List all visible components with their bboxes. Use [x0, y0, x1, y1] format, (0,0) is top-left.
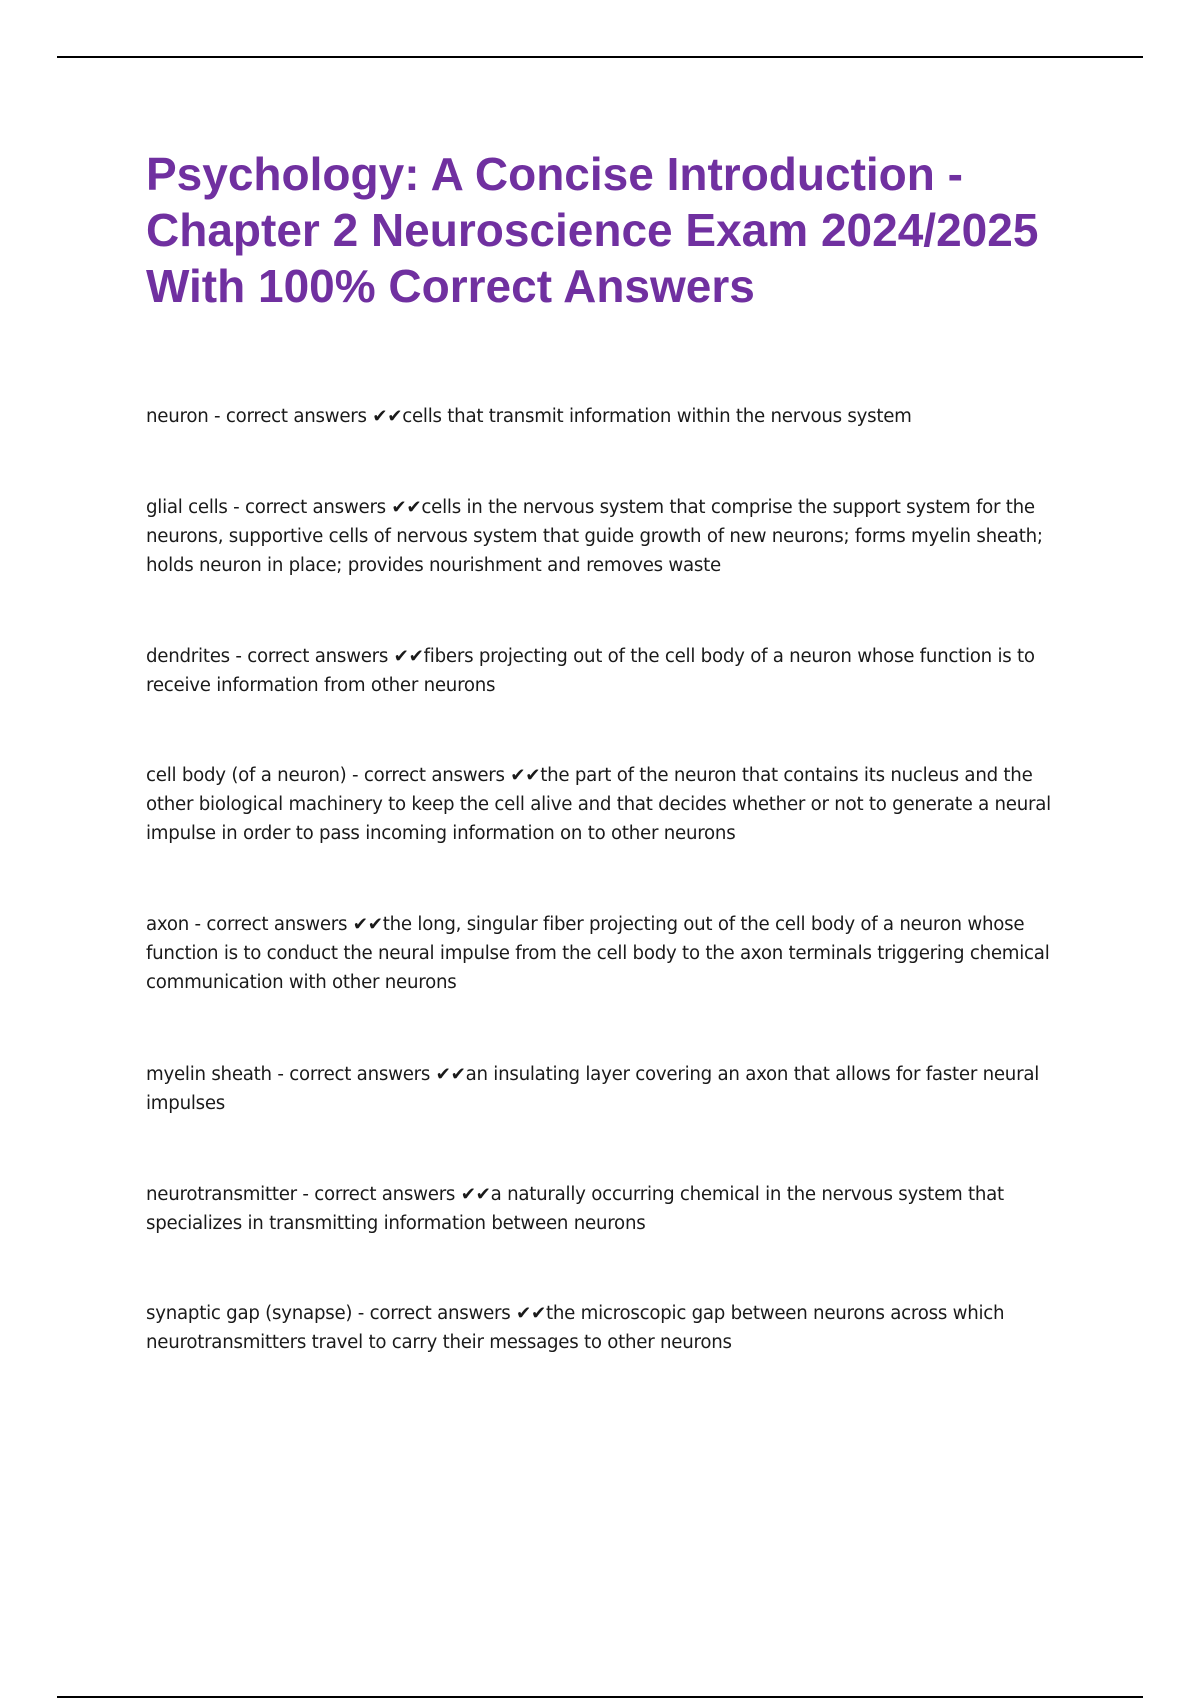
qa-entry-myelin-sheath [146, 1060, 1076, 1118]
entry-line: glial cells - correct answers ✔✔cells in the nervous system that comprise the support system for the [146, 497, 1035, 518]
qa-entry-neuron [146, 402, 1076, 431]
entry-line: other biological machinery to keep the cell alive and that decides whether or not to generate a neural [146, 794, 1051, 815]
entry-line: communication with other neurons [146, 972, 457, 993]
title-line-2: Chapter 2 Neuroscience Exam 2024/2025 [146, 204, 1039, 256]
qa-entry-glial-cells [146, 493, 1076, 580]
entry-line: holds neuron in place; provides nourishment and removes waste [146, 555, 721, 576]
top-rule [57, 56, 1143, 58]
entry-line: receive information from other neurons [146, 675, 496, 696]
entry-line: neurotransmitter - correct answers ✔✔a naturally occurring chemical in the nervous system that [146, 1184, 1004, 1205]
entry-line: dendrites - correct answers ✔✔fibers projecting out of the cell body of a neuron whose function is to [146, 646, 1035, 667]
entry-line: impulse in order to pass incoming information on to other neurons [146, 823, 736, 844]
qa-entry-axon [146, 910, 1076, 997]
entry-line: synaptic gap (synapse) - correct answers ✔✔the microscopic gap between neurons across which [146, 1303, 1005, 1324]
entry-line: neuron - correct answers ✔✔cells that transmit information within the nervous system [146, 406, 912, 427]
entry-line: axon - correct answers ✔✔the long, singular fiber projecting out of the cell body of a neuron whose [146, 914, 1025, 935]
title-line-3: With 100% Correct Answers [146, 260, 755, 312]
entry-line: cell body (of a neuron) - correct answers ✔✔the part of the neuron that contains its nucleus and the [146, 765, 1033, 786]
title-line-1: Psychology: A Concise Introduction - [146, 148, 963, 200]
qa-entry-synaptic-gap [146, 1299, 1076, 1357]
qa-entry-dendrites [146, 642, 1076, 700]
entry-line: specializes in transmitting information between neurons [146, 1213, 646, 1234]
bottom-rule [57, 1696, 1143, 1698]
entry-line: impulses [146, 1093, 226, 1114]
page-title [146, 146, 1146, 314]
entry-line: neurons, supportive cells of nervous system that guide growth of new neurons; forms myelin sheath; [146, 526, 1043, 547]
entry-line: myelin sheath - correct answers ✔✔an insulating layer covering an axon that allows for faster neural [146, 1064, 1040, 1085]
entry-line: neurotransmitters travel to carry their messages to other neurons [146, 1332, 732, 1353]
entry-line: function is to conduct the neural impulse from the cell body to the axon terminals triggering chemical [146, 943, 1050, 964]
qa-entry-neurotransmitter [146, 1180, 1076, 1238]
qa-entry-cell-body [146, 761, 1076, 848]
